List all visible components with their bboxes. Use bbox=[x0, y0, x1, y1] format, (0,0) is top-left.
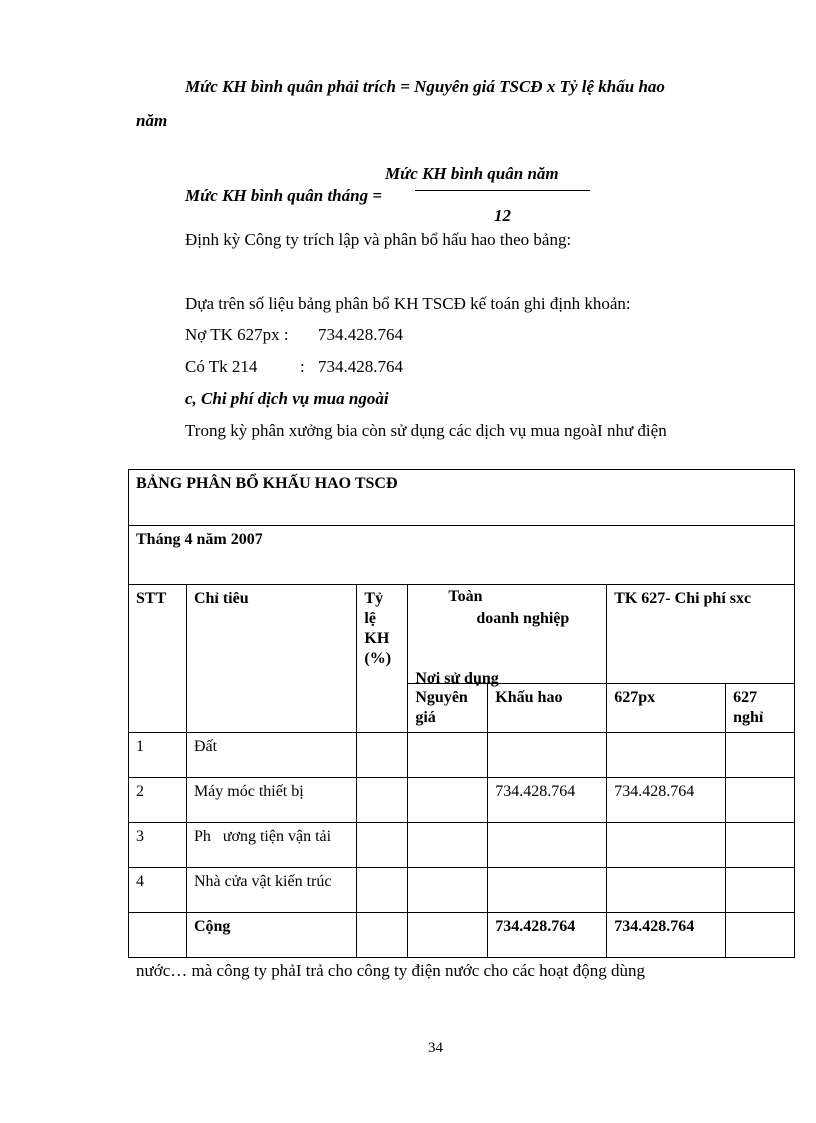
row1-627-nghi bbox=[726, 733, 795, 778]
row2-627-nghi bbox=[726, 778, 795, 823]
total-ty-le bbox=[357, 913, 408, 958]
header-noi-su-dung: Nơi sử dụng bbox=[415, 670, 499, 687]
credit-colon: : bbox=[300, 357, 305, 376]
total-nguyen-gia bbox=[408, 913, 488, 958]
total-627-nghi bbox=[726, 913, 795, 958]
row3-khau-hao bbox=[488, 823, 607, 868]
paragraph-intro: Định kỳ Công ty trích lập và phân bổ hấu hao theo bảng: bbox=[185, 230, 572, 249]
row3-chi-tieu: Ph ương tiện vận tải bbox=[186, 823, 356, 868]
fraction-denominator: 12 bbox=[494, 206, 511, 225]
row1-khau-hao bbox=[488, 733, 607, 778]
row2-nguyen-gia bbox=[408, 778, 488, 823]
paragraph-entry-intro: Dựa trên số liệu bảng phân bổ KH TSCĐ kế toán ghi định khoản: bbox=[185, 294, 631, 313]
total-stt bbox=[129, 913, 187, 958]
row4-ty-le bbox=[357, 868, 408, 913]
row4-khau-hao bbox=[488, 868, 607, 913]
row2-627px: 734.428.764 bbox=[607, 778, 726, 823]
row2-khau-hao: 734.428.764 bbox=[488, 778, 607, 823]
header-doanh-nghiep: doanh nghiệp bbox=[476, 610, 570, 627]
row1-stt: 1 bbox=[129, 733, 187, 778]
total-khau-hao: 734.428.764 bbox=[488, 913, 607, 958]
row1-chi-tieu: Đất bbox=[186, 733, 356, 778]
header-toan-dn bbox=[408, 585, 607, 687]
row3-ty-le bbox=[357, 823, 408, 868]
credit-label: Có Tk 214 bbox=[185, 357, 258, 376]
header-nguyen-gia: Nguyên giá bbox=[408, 684, 488, 733]
row1-nguyen-gia bbox=[408, 733, 488, 778]
formula-line2: năm bbox=[136, 111, 168, 130]
total-label: Cộng bbox=[186, 913, 356, 958]
fraction-numerator: Mức KH bình quân năm bbox=[385, 164, 559, 183]
total-627px: 734.428.764 bbox=[607, 913, 726, 958]
header-khau-hao: Khấu hao bbox=[488, 684, 607, 733]
row4-nguyen-gia bbox=[408, 868, 488, 913]
debit-label: Nợ TK 627px : bbox=[185, 325, 289, 344]
section-heading-c: c, Chi phí dịch vụ mua ngoài bbox=[185, 389, 389, 408]
paragraph-continuation: nước… mà công ty phảI trả cho công ty điện nước cho các hoạt động dùng bbox=[136, 961, 645, 980]
row1-ty-le bbox=[357, 733, 408, 778]
credit-value: 734.428.764 bbox=[318, 357, 403, 376]
row2-ty-le bbox=[357, 778, 408, 823]
formula2-lhs: Mức KH bình quân tháng = bbox=[185, 186, 383, 205]
row1-627px bbox=[607, 733, 726, 778]
header-chi-tieu: Chỉ tiêu bbox=[186, 585, 356, 733]
header-tk627: TK 627- Chi phí sxc bbox=[607, 585, 795, 684]
header-627px: 627px bbox=[607, 684, 726, 733]
table-title: BẢNG PHÂN BỔ KHẤU HAO TSCĐ bbox=[129, 470, 795, 526]
table-month: Tháng 4 năm 2007 bbox=[129, 526, 795, 585]
header-stt: STT bbox=[129, 585, 187, 733]
header-toan: Toàn bbox=[448, 588, 483, 605]
row4-627-nghi bbox=[726, 868, 795, 913]
row4-627px bbox=[607, 868, 726, 913]
debit-value: 734.428.764 bbox=[318, 325, 403, 344]
row2-stt: 2 bbox=[129, 778, 187, 823]
page-number: 34 bbox=[428, 1040, 443, 1056]
row3-627-nghi bbox=[726, 823, 795, 868]
header-627-nghi: 627 nghỉ bbox=[726, 684, 795, 733]
row3-627px bbox=[607, 823, 726, 868]
header-ty-le: Tỷ lệ KH (%) bbox=[357, 585, 408, 733]
fraction-line bbox=[415, 190, 590, 191]
row4-chi-tieu: Nhà cửa vật kiến trúc bbox=[186, 868, 356, 913]
row2-chi-tieu: Máy móc thiết bị bbox=[186, 778, 356, 823]
row3-nguyen-gia bbox=[408, 823, 488, 868]
row3-stt: 3 bbox=[129, 823, 187, 868]
formula-line1: Mức KH bình quân phải trích = Nguyên giá TSCĐ x Tỷ lệ khấu hao bbox=[185, 77, 665, 96]
depreciation-table bbox=[128, 469, 795, 958]
paragraph-services: Trong kỳ phân xưởng bia còn sử dụng các dịch vụ mua ngoàI như điện bbox=[185, 421, 667, 440]
row4-stt: 4 bbox=[129, 868, 187, 913]
